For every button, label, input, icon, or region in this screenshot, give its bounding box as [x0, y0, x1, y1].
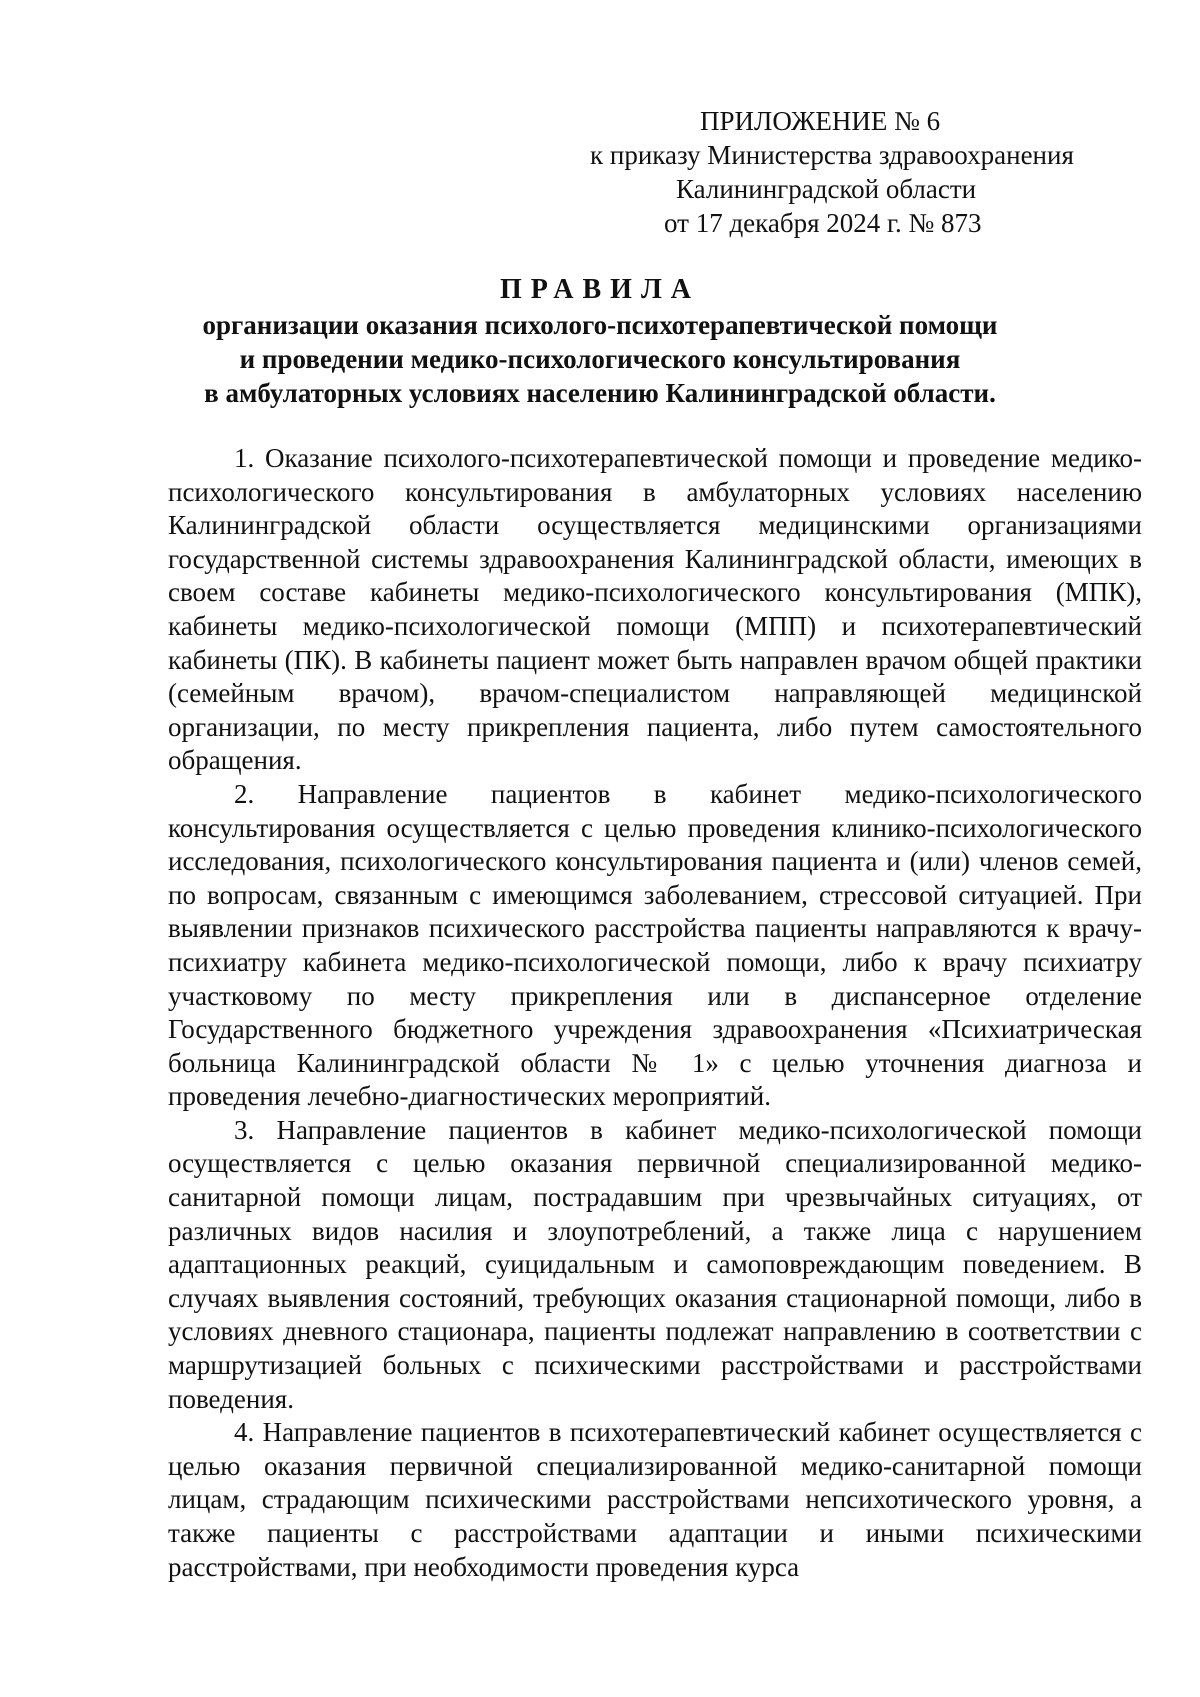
appendix-number: ПРИЛОЖЕНИЕ № 6: [700, 106, 941, 136]
appendix-region: Калининградской области: [676, 174, 977, 204]
document-title: [150, 272, 1050, 410]
paragraph-4: 4. Направление пациентов в психотерапевтический кабинет осуществляется с целью оказания первичной специализированной медико-санитарной помощи лицам, страдающим психическими расстройствами непсихотического уровня, а также пациенты с расстройствами адаптации и иными психическими расстройствами, при необходимости проведения курса: [168, 1417, 1142, 1582]
paragraph-1: 1. Оказание психолого-психотерапевтической помощи и проведение медико-психологического консультирования в амбулаторных условиях населению Калининградской области осуществляется медицинскими организациями государственной системы здравоохранения Калининградской области, имеющих в своем составе кабинеты медико-психологического консультирования (МПК), кабинеты медико-психологической помощи (МПП) и психотерапевтический кабинеты (ПК). В кабинеты пациент может быть направлен врачом общей практики (семейным врачом), врачом-специалистом направляющей медицинской организации, по месту прикрепления пациента, либо путем самостоятельного обращения.: [168, 443, 1142, 776]
title-line: организации оказания психолого-психотерапевтической помощи: [202, 310, 998, 340]
document-body: [168, 442, 1142, 1584]
title-line: в амбулаторных условиях населению Калининградской области.: [204, 378, 996, 408]
paragraph-2: 2. Направление пациентов в кабинет медико-психологического консультирования осуществляется с целью проведения клинико-психологического исследования, психологического консультирования пациента и (или) членов семей, по вопросам, связанным с имеющимся заболеванием, стрессовой ситуацией. При выявлении признаков психического расстройства пациенты направляются к врачу-психиатру кабинета медико-психологической помощи, либо к врачу психиатру участковому по месту прикрепления или в диспансерное отделение Государственного бюджетного учреждения здравоохранения «Психиатрическая больница Калининградской области № 1» с целью уточнения диагноза и проведения лечебно-диагностических мероприятий.: [168, 778, 1142, 1112]
title-heading: ПРАВИЛА: [499, 274, 701, 305]
appendix-date: от 17 декабря 2024 г. № 873: [664, 208, 982, 238]
paragraph-3: 3. Направление пациентов в кабинет медико-психологической помощи осуществляется с целью оказания первичной специализированной медико-санитарной помощи лицам, пострадавшим при чрезвычайных ситуациях, от различных видов насилия и злоупотреблений, а также лица с нарушением адаптационных реакций, суицидальным и самоповреждающим поведением. В случаях выявления состояний, требующих оказания стационарной помощи, либо в условиях дневного стационара, пациенты подлежат направлению в соответствии с маршрутизацией больных с психическими расстройствами и расстройствами поведения.: [168, 1114, 1142, 1414]
appendix-header: [590, 104, 1150, 240]
title-line: и проведении медико-психологического консультирования: [239, 344, 961, 374]
appendix-order-ref: к приказу Министерства здравоохранения: [590, 140, 1074, 170]
